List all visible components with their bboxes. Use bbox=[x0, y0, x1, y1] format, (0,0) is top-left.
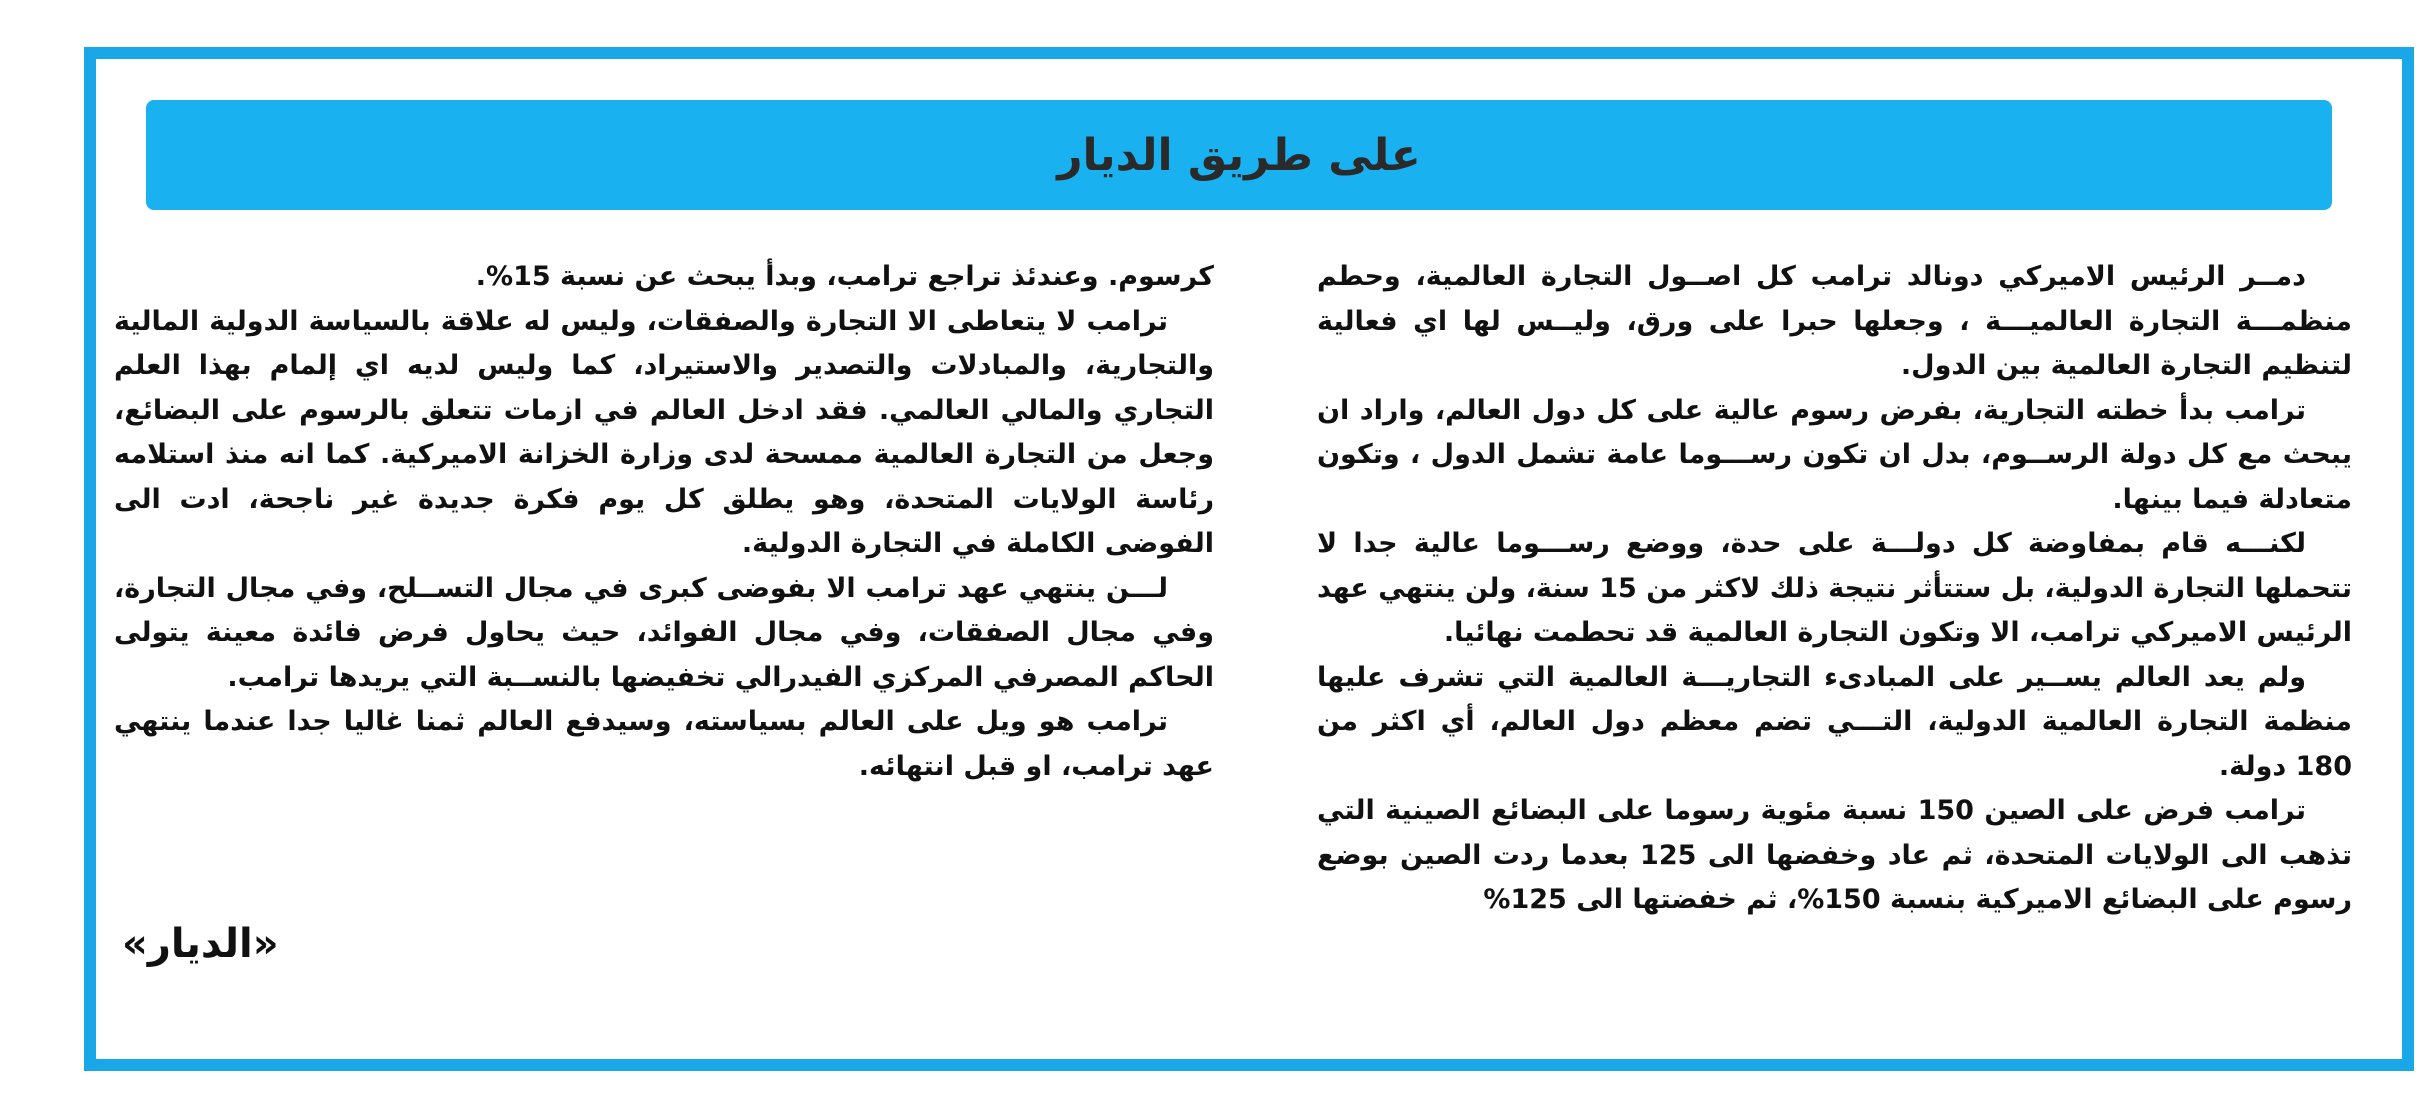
left-column bbox=[114, 255, 1214, 789]
paragraph: لكنـــه قام بمفاوضة كل دولـــة على حدة، ووضع رســـوما عالية جدا لا تتحملها التجارة الدولية، بل ستتأثر نتيجة ذلك لاكثر من 15 سنة، ولن ينتهي عهد الرئيس الاميركي ترامب، الا وتكون التجارة العالمية قد تحطمت نهائيا. bbox=[1317, 528, 2352, 648]
paragraph: ولم يعد العالم يســير على المبادىء التجاريـــة العالمية التي تشرف عليها منظمة التجارة العالمية الدولية، التـــي تضم معظم دول العالم، أي اكثر من 180 دولة. bbox=[1317, 661, 2352, 782]
paragraph: لـــن ينتهي عهد ترامب الا بفوضى كبرى في مجال التســلح، وفي مجال التجارة، وفي مجال الصفقات، وفي مجال الفوائد، حيث يحاول فرض فائدة معينة يتولى الحاكم المصرفي المركزي الفيدرالي تخفيضها بالنســبة التي يريدها ترامب. bbox=[114, 572, 1214, 693]
article-frame bbox=[84, 47, 2414, 1071]
right-column bbox=[1317, 255, 2352, 923]
paragraph: ترامب بدأ خطته التجارية، بفرض رسوم عالية على كل دول العالم، واراد ان يبحث مع كل دولة الرســوم، بدل ان تكون رســـوما عامة تشمل الدول ، وتكون متعادلة فيما بينها. bbox=[1317, 394, 2352, 515]
paragraph: كرسوم. وعندئذ تراجع ترامب، وبدأ يبحث عن نسبة 15%. bbox=[475, 261, 1214, 292]
article-title: على طريق الديار bbox=[1057, 129, 1421, 181]
title-banner bbox=[146, 100, 2332, 210]
paragraph: دمــر الرئيس الاميركي دونالد ترامب كل اصــول التجارة العالمية، وحطم منظمـــة التجارة العالميـــة ، وجعلها حبرا على ورق، وليــس لها اي فعالية لتنظيم التجارة العالمية بين الدول. bbox=[1317, 261, 2352, 381]
paragraph: ترامب لا يتعاطى الا التجارة والصفقات، وليس له علاقة بالسياسة الدولية المالية والتجارية، والمبادلات والتصدير والاستيراد، كما وليس لديه اي إلمام بهذا العلم التجاري والمالي العالمي. فقد ادخل العالم في ازمات تتعلق بالرسوم على البضائع، وجعل من التجارة العالمية ممسحة لدى وزارة الخزانة الاميركية. كما انه منذ استلامه رئاسة الولايات المتحدة، وهو يطلق كل يوم فكرة جديدة غير ناجحة، ادت الى الفوضى الكاملة في التجارة الدولية. bbox=[114, 305, 1214, 559]
signature: «الديار» bbox=[122, 921, 279, 967]
paragraph: ترامب هو ويل على العالم بسياسته، وسيدفع العالم ثمنا غاليا جدا عندما ينتهي عهد ترامب، او قبل انتهائه. bbox=[114, 706, 1214, 782]
paragraph: ترامب فرض على الصين 150 نسبة مئوية رسوما على البضائع الصينية التي تذهب الى الولايات المتحدة، ثم عاد وخفضها الى 125 بعدما ردت الصين بوضع رسوم على البضائع الاميركية بنسبة 150%، ثم خفضتها الى 125% bbox=[1317, 795, 2352, 915]
